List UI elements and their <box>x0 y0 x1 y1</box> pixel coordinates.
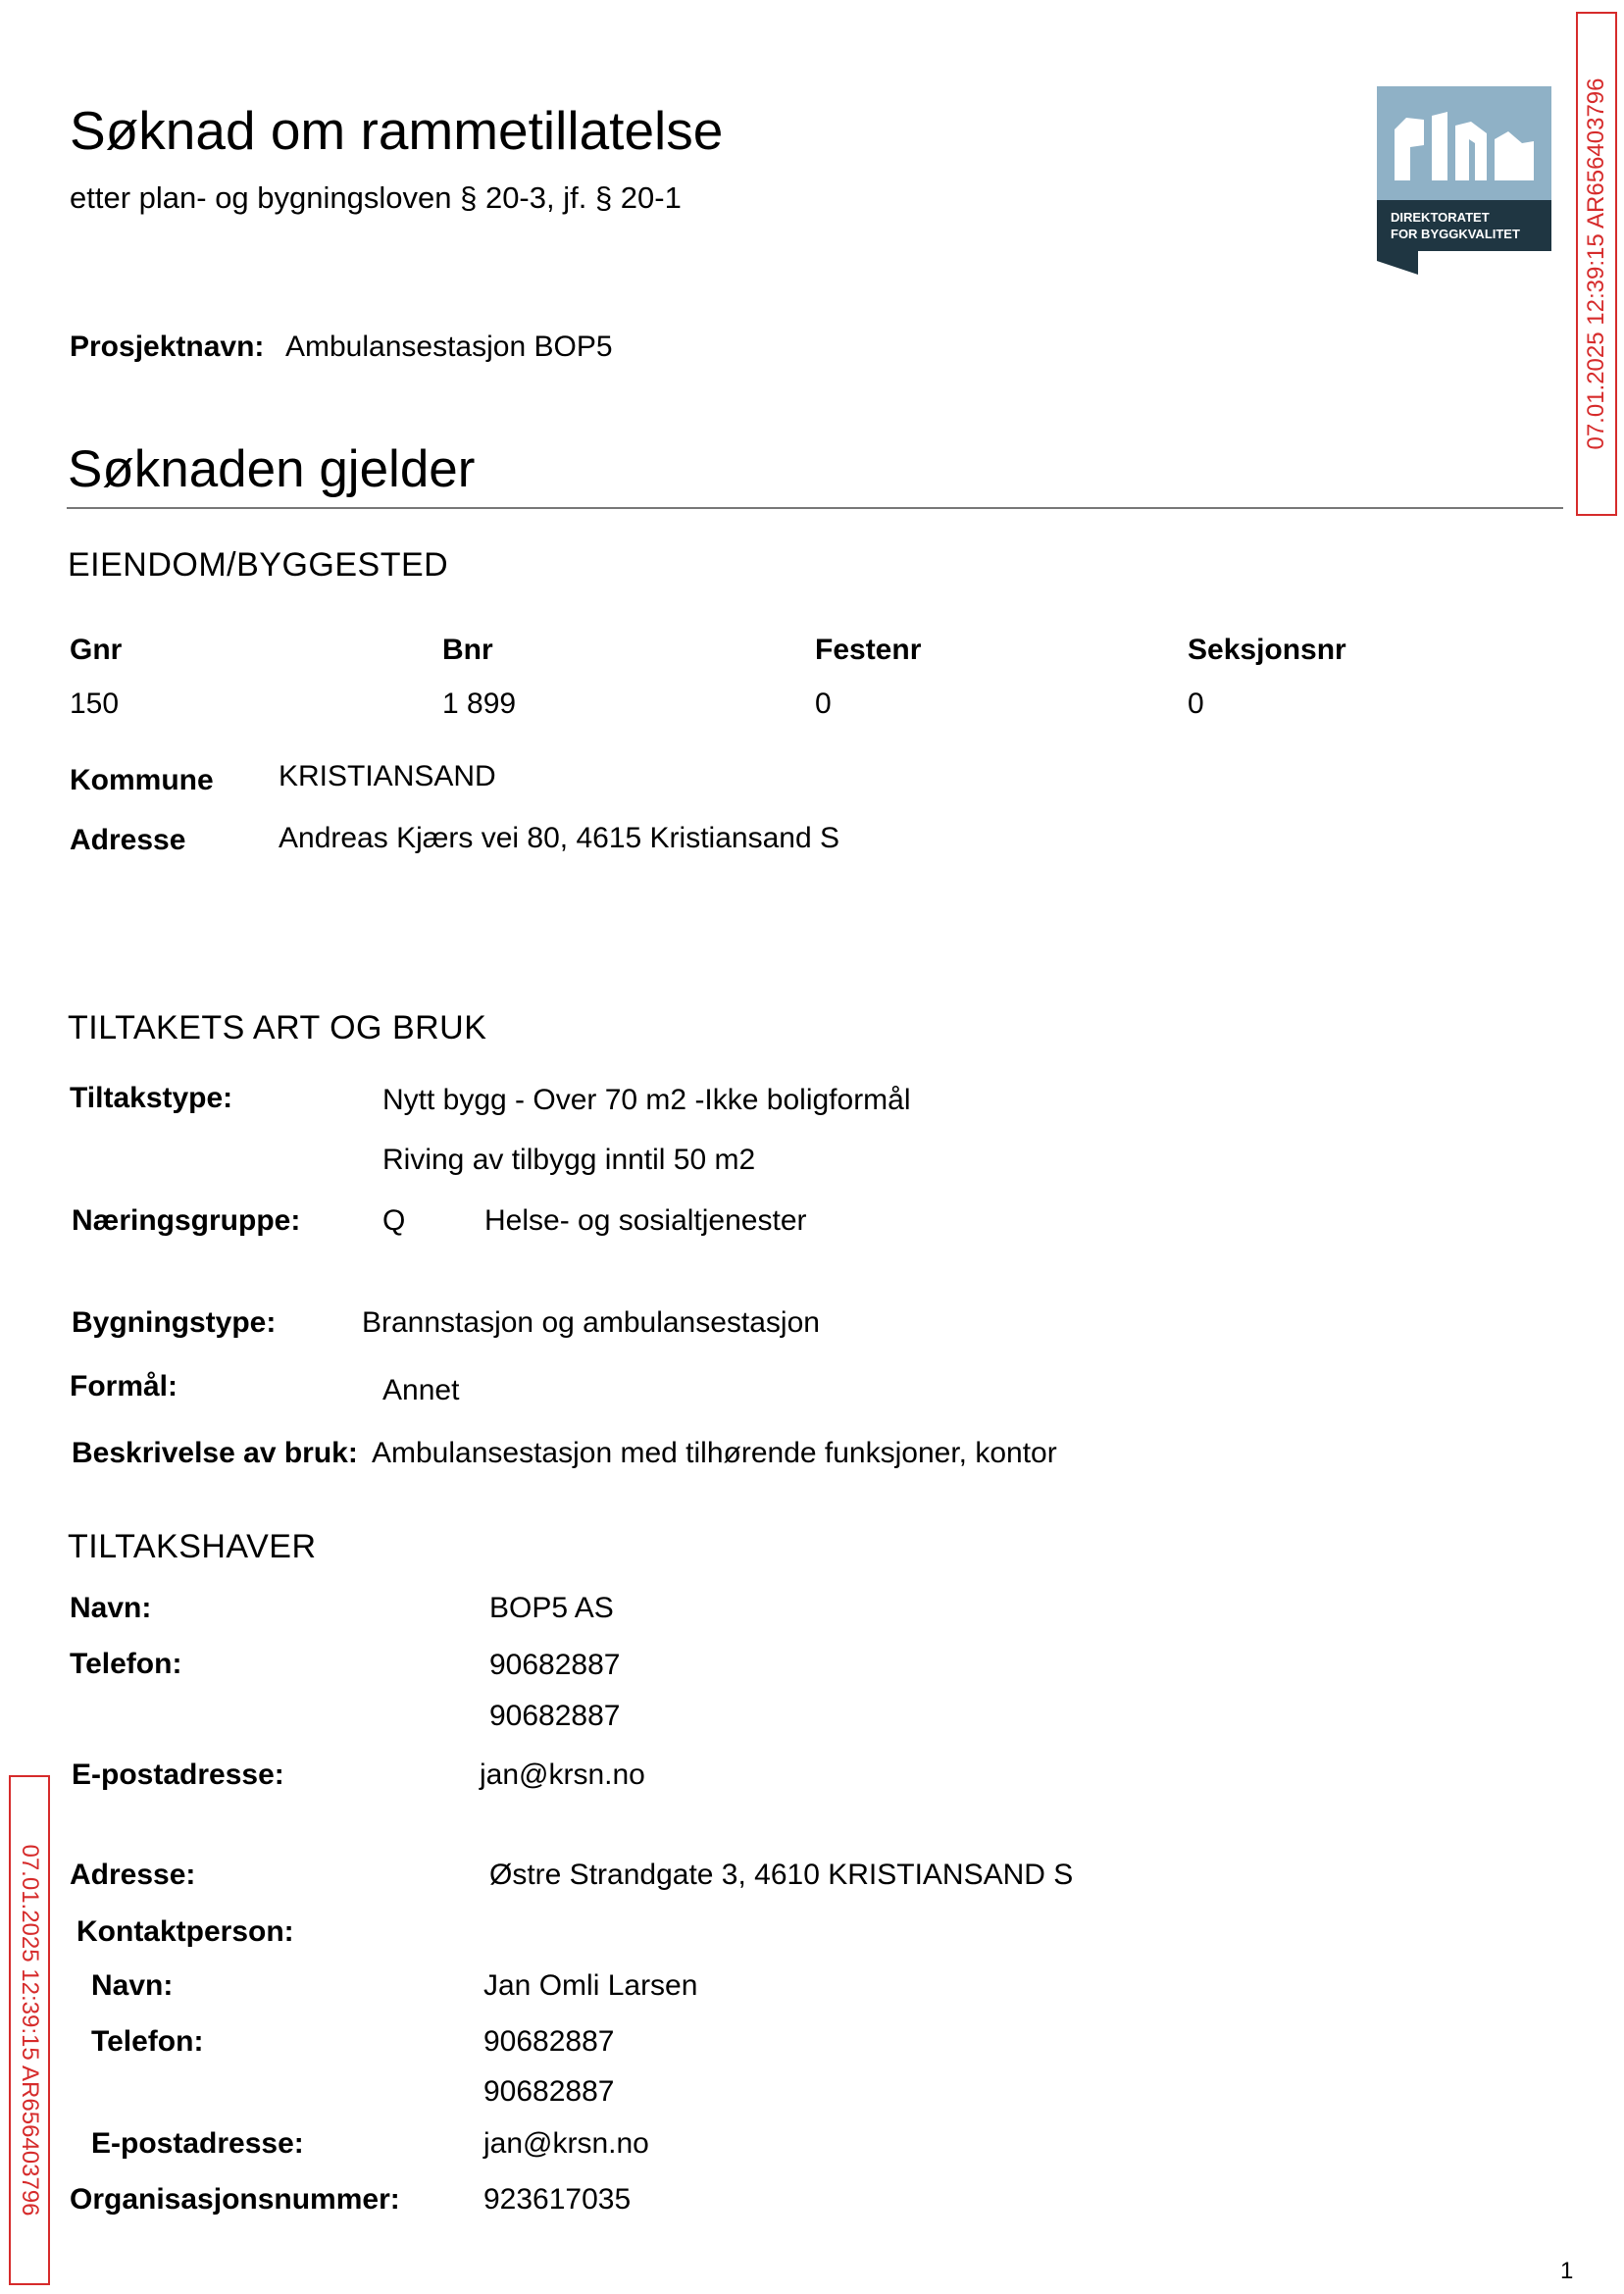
tiltakshaver-name-label: Navn: <box>70 1592 152 1624</box>
project-name-label: Prosjektnavn: <box>70 331 265 363</box>
kontakt-phone-label: Telefon: <box>91 2025 204 2058</box>
tiltakstype-value-2: Riving av tilbygg inntil 50 m2 <box>382 1144 756 1176</box>
beskrivelse-label: Beskrivelse av bruk: <box>72 1437 358 1469</box>
tiltakshaver-address-label: Adresse: <box>70 1859 196 1891</box>
tiltakshaver-email-label: E-postadresse: <box>72 1759 284 1791</box>
kontakt-phone-value-1: 90682887 <box>483 2025 615 2058</box>
section-divider <box>67 507 1563 509</box>
tiltakshaver-email-value: jan@krsn.no <box>480 1759 645 1791</box>
kontaktperson-label: Kontaktperson: <box>76 1915 294 1948</box>
logo-text-line1: DIREKTORATET <box>1391 210 1490 225</box>
tiltakstype-value-1: Nytt bygg - Over 70 m2 -Ikke boligformål <box>382 1084 911 1116</box>
bnr-label: Bnr <box>442 634 493 666</box>
festenr-value: 0 <box>815 688 832 720</box>
timestamp-stamp-right: 07.01.2025 12:39:15 AR656403796 <box>1576 12 1617 516</box>
kommune-label: Kommune <box>70 764 214 796</box>
naeringsgruppe-label: Næringsgruppe: <box>72 1204 301 1237</box>
naeringsgruppe-value: Helse- og sosialtjenester <box>484 1204 807 1237</box>
property-address-label: Adresse <box>70 824 186 856</box>
kontakt-name-label: Navn: <box>91 1969 174 2002</box>
orgnr-label: Organisasjonsnummer: <box>70 2183 400 2216</box>
tiltakstype-label: Tiltakstype: <box>70 1082 233 1114</box>
project-name-value: Ambulansestasjon BOP5 <box>285 331 613 363</box>
kontakt-name-value: Jan Omli Larsen <box>483 1969 698 2002</box>
bygningstype-value: Brannstasjon og ambulansestasjon <box>362 1306 820 1339</box>
gnr-value: 150 <box>70 688 120 720</box>
kommune-value: KRISTIANSAND <box>279 760 496 792</box>
bygningstype-label: Bygningstype: <box>72 1306 277 1339</box>
dibk-logo-icon <box>1377 86 1551 275</box>
gnr-label: Gnr <box>70 634 123 666</box>
tiltakshaver-phone-label: Telefon: <box>70 1648 182 1680</box>
tiltakshaver-name-value: BOP5 AS <box>489 1592 614 1624</box>
tiltakshaver-heading: TILTAKSHAVER <box>68 1528 317 1565</box>
beskrivelse-value: Ambulansestasjon med tilhørende funksjoner, kontor <box>372 1437 1057 1469</box>
kontakt-email-value: jan@krsn.no <box>483 2127 649 2160</box>
tiltakshaver-phone-value-2: 90682887 <box>489 1700 621 1732</box>
dibk-logo <box>1377 86 1551 275</box>
festenr-label: Festenr <box>815 634 922 666</box>
document-subtitle: etter plan- og bygningsloven § 20-3, jf. § 20-1 <box>70 180 682 215</box>
kontakt-email-label: E-postadresse: <box>91 2127 304 2160</box>
tiltakshaver-phone-value-1: 90682887 <box>489 1649 621 1681</box>
tiltakshaver-address-value: Østre Strandgate 3, 4610 KRISTIANSAND S <box>489 1859 1074 1891</box>
section-title: Søknaden gjelder <box>68 440 476 498</box>
formal-value: Annet <box>382 1374 460 1406</box>
logo-text-line2: FOR BYGGKVALITET <box>1391 227 1520 241</box>
kontakt-phone-value-2: 90682887 <box>483 2075 615 2108</box>
timestamp-stamp-left: 07.01.2025 12:39:15 AR656403796 <box>9 1775 50 2285</box>
tiltak-heading: TILTAKETS ART OG BRUK <box>68 1009 487 1046</box>
formal-label: Formål: <box>70 1370 178 1402</box>
orgnr-value: 923617035 <box>483 2183 632 2216</box>
seksjonsnr-value: 0 <box>1188 688 1204 720</box>
page-number: 1 <box>1560 2258 1574 2284</box>
document-title: Søknad om rammetillatelse <box>70 100 724 161</box>
property-address-value: Andreas Kjærs vei 80, 4615 Kristiansand S <box>279 822 839 854</box>
bnr-value: 1 899 <box>442 688 517 720</box>
property-heading: EIENDOM/BYGGESTED <box>68 546 449 584</box>
seksjonsnr-label: Seksjonsnr <box>1188 634 1346 666</box>
naeringsgruppe-code: Q <box>382 1204 406 1237</box>
